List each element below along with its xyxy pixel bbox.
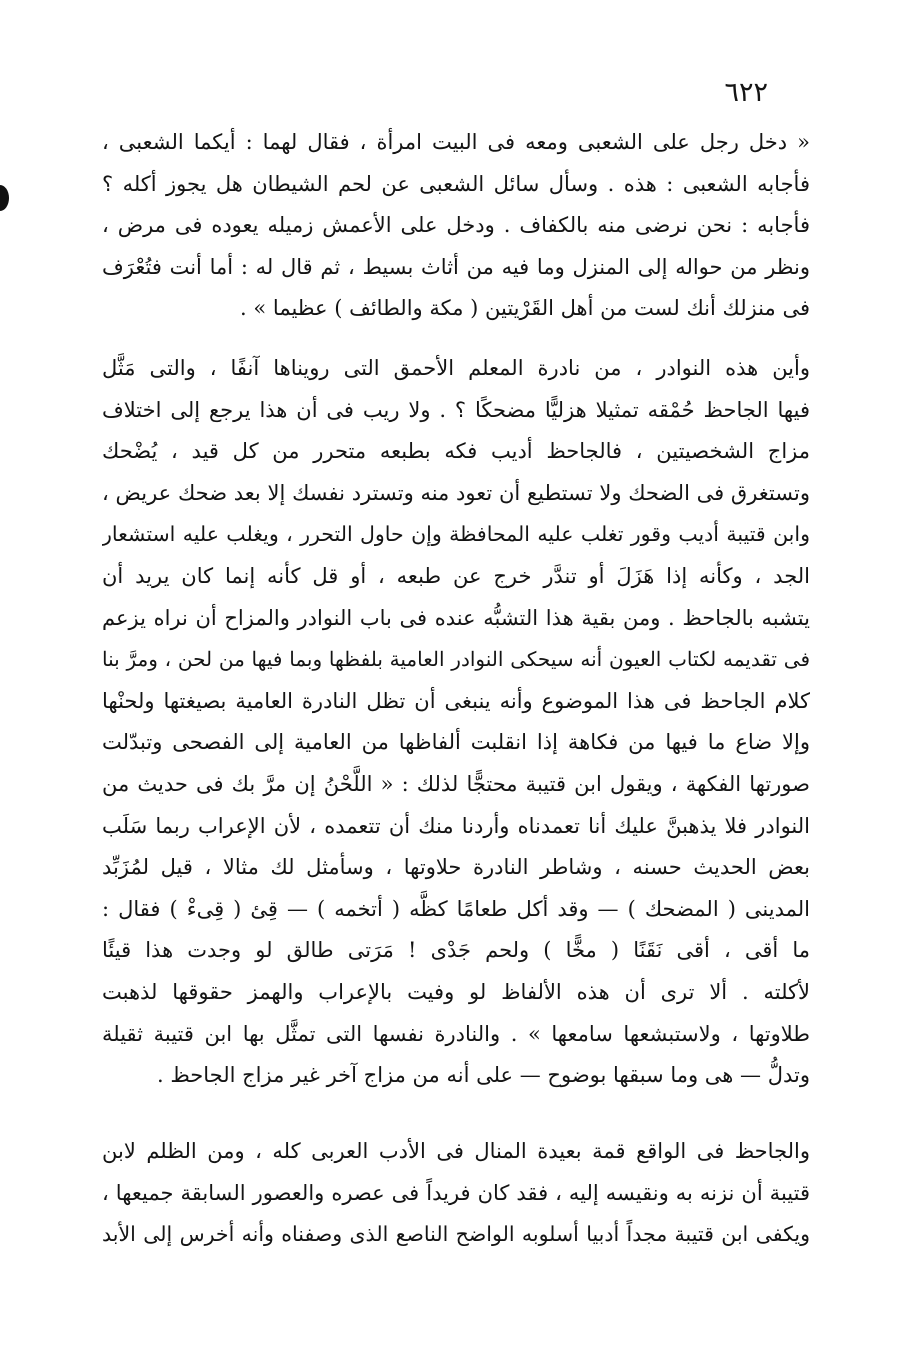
text-line: وإلا ضاع ما فيها من فكاهة إذا انقلبت ألفاظها من العامية إلى الفصحى وتبدّلت [102, 730, 810, 755]
text-line: فأجابه الشعبى : هذه . وسأل سائل الشعبى عن لحم الشيطان هل يجوز أكله ؟ [102, 171, 810, 196]
paragraph-3 [102, 1131, 810, 1256]
text-line: والجاحظ فى الواقع قمة بعيدة المنال فى الأدب العربى كله ، ومن الظلم لابن [102, 1139, 810, 1163]
text-line: بعض الحديث حسنه ، وشاطر النادرة حلاوتها ، وسأمثل لك مثالا ، قيل لمُزَبِّد [102, 855, 810, 880]
text-line: وأين هذه النوادر ، من نادرة المعلم الأحمق التى رويناها آنفًا ، والتى مَثَّل [102, 356, 810, 380]
text-line: وتستغرق فى الضحك ولا تستطيع أن تعود منه وتسترد نفسك إلا بعد ضحك عريض ، [102, 480, 810, 505]
text-line: يتشبه بالجاحظ . ومن بقية هذا التشبُّه عنده فى باب النوادر والمزاح أن نراه يزعم [102, 605, 810, 630]
text-line: فى منزلك أنك لست من أهل القَرْيتين ( مكة والطائف ) عظيما » . [240, 296, 810, 321]
text-line: « دخل رجل على الشعبى ومعه فى البيت امرأة ، فقال لهما : أيكما الشعبى ، [102, 130, 810, 154]
text-line: الجد ، وكأنه إذا هَزَلَ أو تندَّر خرج عن طبعه ، أو قل كأنه إنما كان يريد أن [102, 563, 810, 588]
text-line: لأكلته . ألا ترى أن هذه الألفاظ لو وفيت بالإعراب والهمز حقوقها لذهبت [102, 979, 810, 1004]
text-line: مزاج الشخصيتين ، فالجاحظ أديب فكه بطبعه متحرر من كل قيد ، يُضْحك [102, 439, 810, 464]
text-line: فى تقديمه لكتاب العيون أنه سيحكى النوادر العامية بلفظها وبما فيها من لحن ، ومرَّ بنا [102, 647, 810, 672]
binding-mark [0, 185, 9, 211]
text-line: ويكفى ابن قتيبة مجداً أدبيا أسلوبه الواضح الناصع الذى وصفناه وأنه أخرس إلى الأبد [102, 1222, 810, 1247]
text-line: طلاوتها ، ولاستبشعها سامعها » . والنادرة نفسها التى تمثَّل بها ابن قتيبة ثقيلة [102, 1021, 810, 1046]
text-line: صورتها الفكهة ، ويقول ابن قتيبة محتجًّا لذلك : « اللَّحْنُ إن مرَّ بك فى حديث من [102, 771, 810, 796]
text-line: ونظر من حواله إلى المنزل وما فيه من أثاث بسيط ، ثم قال له : أما أنت فتُعْرَف [102, 254, 810, 279]
text-line: النوادر فلا يذهبنَّ عليك أنا تعمدناه وأردنا منك أن تتعمده ، لأن الإعراب ربما سَلَب [102, 813, 810, 838]
page-number: ٦٢٢ [724, 77, 768, 108]
text-line: وابن قتيبة أديب وقور تغلب عليه المحافظة وإن حاول التحرر ، ويغلب عليه استشعار [102, 522, 810, 547]
text-line: قتيبة أن نزنه به ونقيسه إليه ، فقد كان فريداً فى عصره والعصور السابقة جميعها ، [102, 1180, 810, 1205]
text-line: فيها الجاحظ حُمْقه تمثيلا هزليًّا مضحكًا ؟ . ولا ريب فى أن هذا يرجع إلى اختلاف [102, 397, 810, 422]
paragraph-2 [102, 348, 810, 1097]
text-line: ما أقى ، أقى نَقَنًا ( مخًّا ) ولحم جَدْى ! مَرَتى طالق لو وجدت هذا قيئًا [102, 938, 810, 963]
paragraph-1 [102, 122, 810, 330]
text-line: وتدلُّ — هى وما سبقها بوضوح — على أنه من مزاج آخر غير مزاج الجاحظ . [156, 1063, 810, 1088]
text-line: المدينى ( المضحك ) — وقد أكل طعامًا كظَّه ( أتخمه ) — قِئ ( قِىءْ ) فقال : [102, 896, 810, 921]
text-line: فأجابه : نحن نرضى منه بالكفاف . ودخل على الأعمش زميله يعوده فى مرض ، [102, 213, 810, 238]
text-line: كلام الجاحظ فى هذا الموضوع وأنه ينبغى أن تظل النادرة العامية بصيغتها ولحنْها [102, 688, 810, 713]
